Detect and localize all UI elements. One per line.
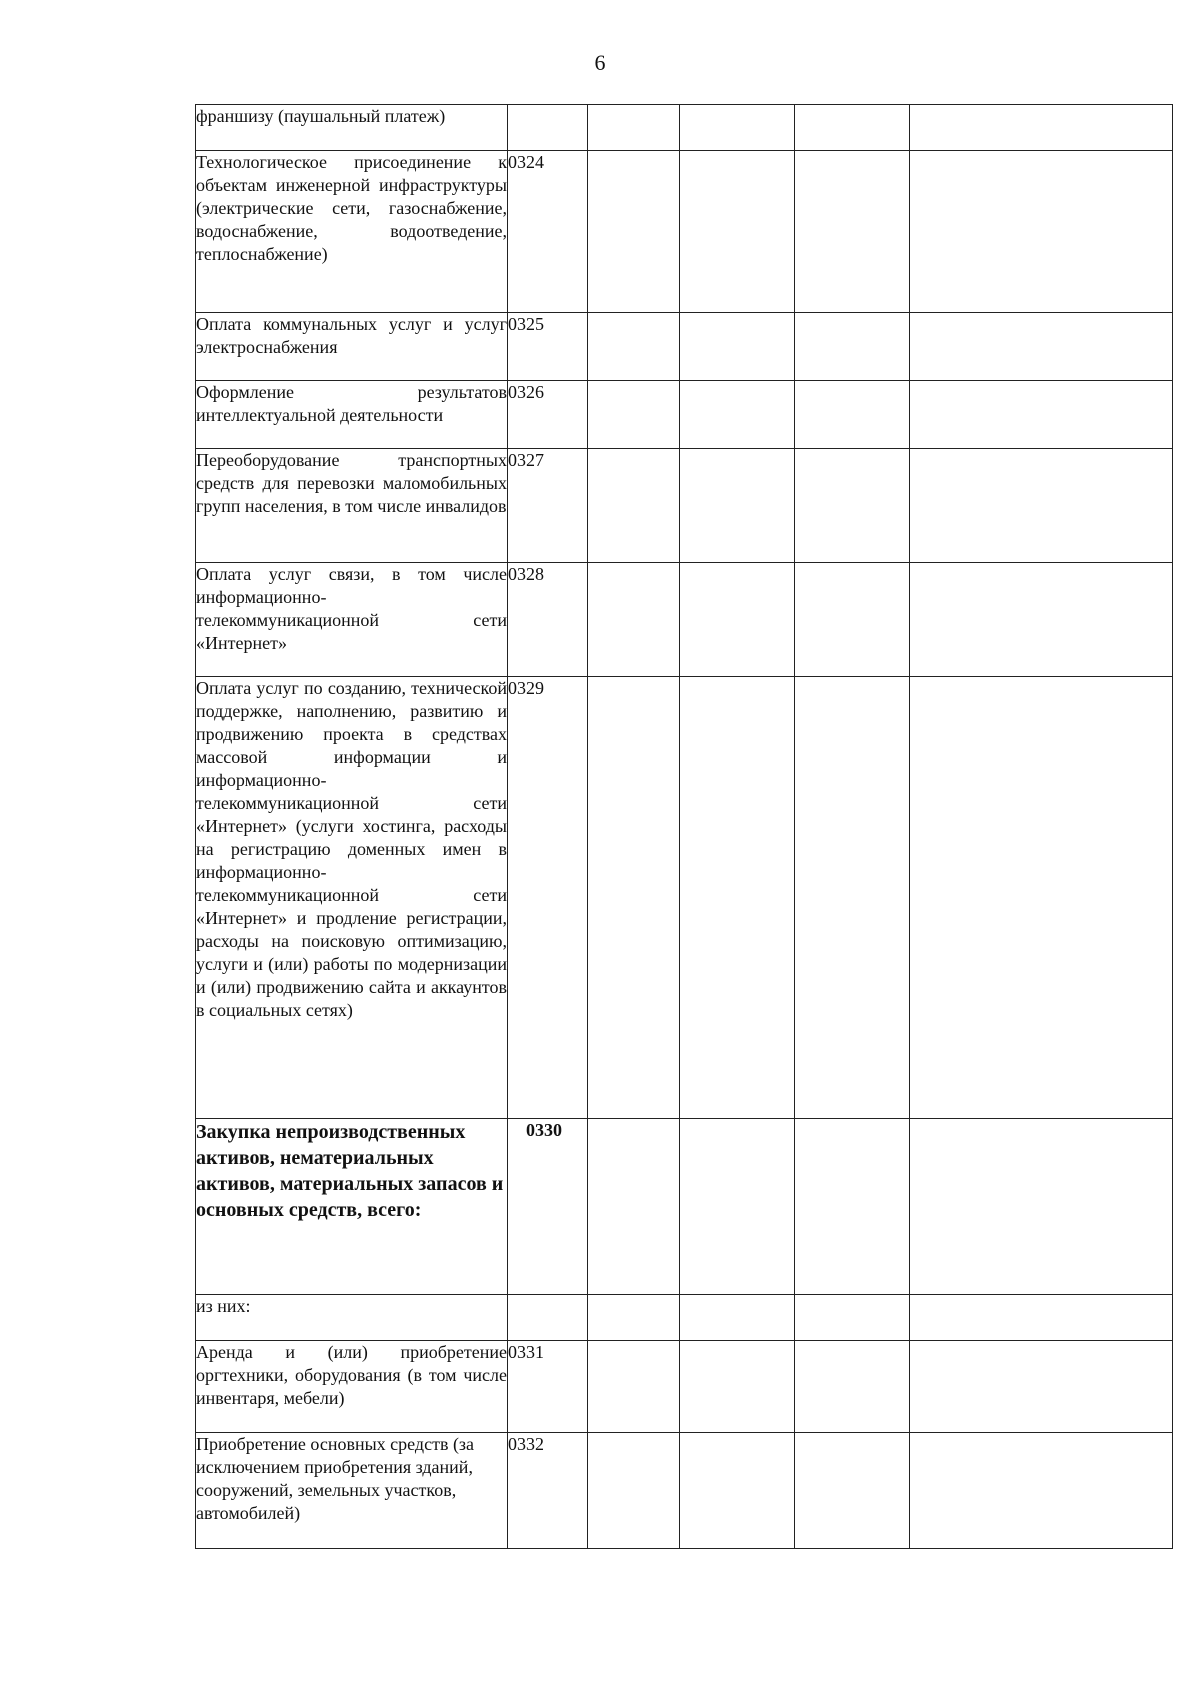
table-row [196,1119,1173,1295]
row-code: 0330 [508,1119,588,1295]
value-cell [588,105,680,151]
value-cell [795,1433,910,1549]
value-cell [588,381,680,449]
value-cell [680,563,795,677]
row-name: Оплата услуг связи, в том числе информационно-телекоммуникационной сети «Интернет» [196,563,508,677]
value-cell [910,1295,1173,1341]
value-cell [588,1295,680,1341]
value-cell [680,151,795,313]
value-cell [795,1341,910,1433]
value-cell [795,677,910,1119]
row-code: 0326 [508,381,588,449]
row-code [508,1295,588,1341]
row-name: Оформление результатов интеллектуальной деятельности [196,381,508,449]
row-name: франшизу (паушальный платеж) [196,105,508,151]
table-row [196,1341,1173,1433]
value-cell [910,105,1173,151]
row-name: Оплата услуг по созданию, технической поддержке, наполнению, развитию и продвижению проекта в средствах массовой информации и информационно-телекоммуникационной сети «Интернет» (услуги хостинга, расходы на регистрацию доменных имен в информационно-телекоммуникационной сети «Интернет» и продление регистрации, расходы на поисковую оптимизацию, услуги и (или) работы по модернизации и (или) продвижению сайта и аккаунтов в социальных сетях) [196,677,508,1119]
value-cell [910,313,1173,381]
expense-table [195,104,1173,1549]
table-row [196,1295,1173,1341]
row-code [508,105,588,151]
value-cell [588,677,680,1119]
value-cell [795,313,910,381]
row-name: Аренда и (или) приобретение оргтехники, оборудования (в том числе инвентаря, мебели) [196,1341,508,1433]
value-cell [588,563,680,677]
page-number: 6 [594,50,606,75]
row-name: Закупка непроизводственных активов, нематериальных активов, материальных запасов и основных средств, всего: [196,1119,508,1295]
table-row [196,1433,1173,1549]
value-cell [910,563,1173,677]
value-cell [910,1119,1173,1295]
table-row [196,151,1173,313]
value-cell [680,381,795,449]
value-cell [680,1119,795,1295]
row-code: 0329 [508,677,588,1119]
value-cell [795,449,910,563]
table-row [196,563,1173,677]
value-cell [680,677,795,1119]
value-cell [795,381,910,449]
row-code: 0331 [508,1341,588,1433]
value-cell [910,677,1173,1119]
row-name: из них: [196,1295,508,1341]
table-row [196,105,1173,151]
value-cell [588,313,680,381]
row-code: 0324 [508,151,588,313]
row-code: 0325 [508,313,588,381]
value-cell [680,1295,795,1341]
value-cell [910,1433,1173,1549]
value-cell [795,151,910,313]
row-name: Приобретение основных средств (за исключением приобретения зданий, сооружений, земельных участков, автомобилей) [196,1433,508,1549]
value-cell [588,1433,680,1549]
row-name: Оплата коммунальных услуг и услуг электроснабжения [196,313,508,381]
value-cell [680,105,795,151]
value-cell [795,105,910,151]
value-cell [680,1433,795,1549]
table-row [196,449,1173,563]
value-cell [680,313,795,381]
value-cell [910,381,1173,449]
value-cell [588,151,680,313]
value-cell [588,1341,680,1433]
table-row [196,677,1173,1119]
value-cell [795,563,910,677]
value-cell [910,449,1173,563]
value-cell [795,1119,910,1295]
row-name: Переоборудование транспортных средств для перевозки маломобильных групп населения, в том числе инвалидов [196,449,508,563]
row-name: Технологическое присоединение к объектам инженерной инфраструктуры (электрические сети, газоснабжение, водоснабжение, водоотведение, теплоснабжение) [196,151,508,313]
table-row [196,313,1173,381]
value-cell [910,1341,1173,1433]
row-code: 0332 [508,1433,588,1549]
value-cell [795,1295,910,1341]
value-cell [910,151,1173,313]
row-code: 0327 [508,449,588,563]
value-cell [680,1341,795,1433]
table-row [196,381,1173,449]
value-cell [588,449,680,563]
value-cell [588,1119,680,1295]
row-code: 0328 [508,563,588,677]
value-cell [680,449,795,563]
